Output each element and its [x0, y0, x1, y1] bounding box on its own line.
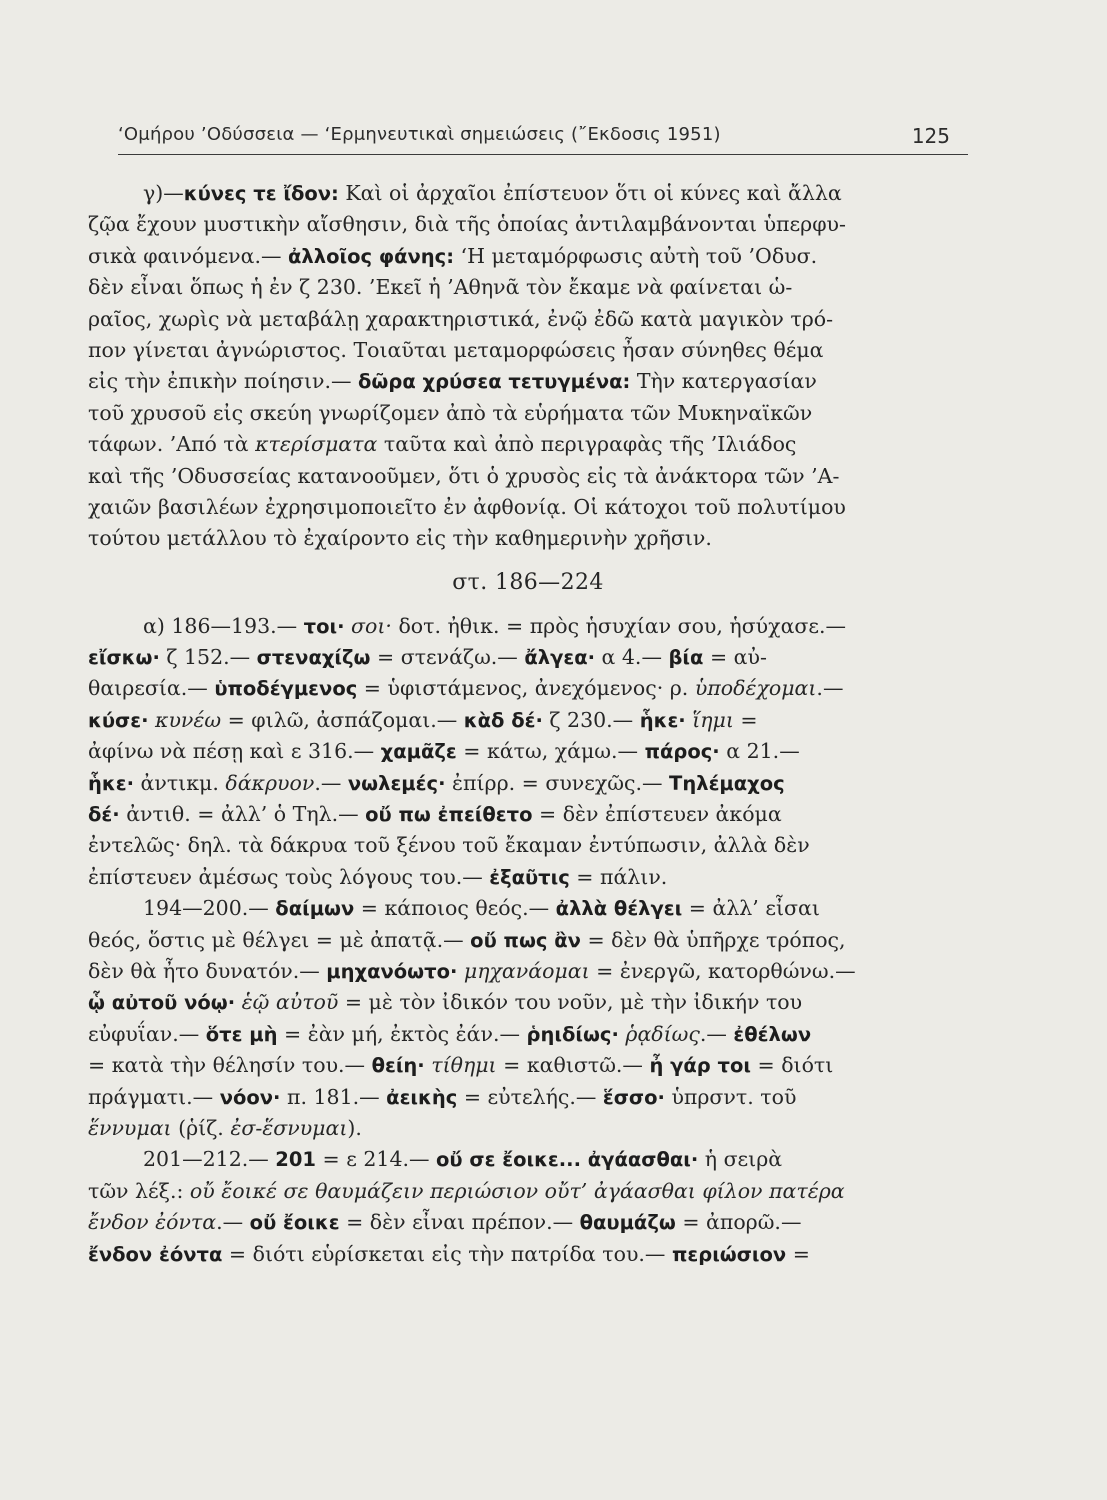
lemma: ἧκε·	[639, 708, 686, 732]
lemma: κὰδ δέ·	[463, 708, 543, 732]
lemma: δῶρα χρύσεα τετυγμένα:	[358, 370, 631, 394]
text-line: εἰς τὴν ἐπικὴν ποίησιν.— δῶρα χρύσεα τετυγμένα: Τὴν κατεργασίαν	[88, 369, 817, 394]
lemma: ὑποδέγμενος	[214, 677, 358, 701]
lemma: Τηλέμαχος	[669, 771, 785, 795]
lemma: θείη·	[371, 1054, 425, 1078]
text-line: ἧκε· ἀντικμ. δάκρυον.— νωλεμές· ἐπίρρ. = συνεχῶς.— Τηλέμαχος	[88, 770, 785, 795]
lemma: ἀεικὴς	[386, 1085, 458, 1109]
lemma: θαυμάζω	[579, 1211, 676, 1235]
text-line: τούτου μετάλλου τὸ ἐχαίροντο εἰς τὴν καθημερινὴν χρῆσιν.	[88, 526, 712, 551]
lemma: κύσε·	[88, 708, 149, 732]
text-line: τάφων. ’Από τὰ κτερίσματα ταῦτα καὶ ἀπὸ περιγραφὰς τῆς ’Ιλιάδος	[88, 432, 797, 457]
lemma: ἦ γάρ τοι	[649, 1054, 751, 1078]
text-line: 201—212.— 201 = ε 214.— οὔ σε ἔοικε... ἀγάασθαι· ἡ σειρὰ	[143, 1147, 783, 1172]
lemma: ὅτε μὴ	[205, 1022, 278, 1046]
lemma: μηχανόωτο·	[326, 959, 458, 983]
text-line: καὶ τῆς ’Οδυσσείας κατανοοῦμεν, ὅτι ὁ χρυσὸς εἰς τὰ ἀνάκτορα τῶν ’Α-	[88, 463, 840, 488]
section-heading: στ. 186—224	[452, 569, 604, 595]
running-head-title: ‘Ομήρου ’Οδύσσεια — ‘Ερμηνευτικαὶ σημειώσεις (῎Εκδοσις 1951)	[118, 124, 721, 145]
text-line: σικὰ φαινόμενα.— ἀλλοῖος φάνης: ‘Η μεταμόρφωσις αὐτὴ τοῦ ’Οδυσ.	[88, 243, 818, 268]
text-line: = κατὰ τὴν θέλησίν του.— θείη· τίθημι = καθιστῶ.— ἦ γάρ τοι = διότι	[88, 1053, 834, 1078]
lemma: οὔ πω ἐπείθετο	[365, 803, 533, 827]
lemma: κύνες τε ἴδον:	[183, 182, 339, 205]
text-line: α) 186—193.— τοι· σοι· δοτ. ἠθικ. = πρὸς ἡσυχίαν σου, ἡσύχασε.—	[143, 613, 847, 638]
lemma: περιώσιον	[671, 1242, 787, 1266]
text-line: εὐφυΐαν.— ὅτε μὴ = ἐὰν μή, ἐκτὸς ἐάν.— ῥηιδίως· ῥᾳδίως.— ἐθέλων	[88, 1021, 812, 1046]
text-line: θαιρεσία.— ὑποδέγμενος = ὑφιστάμενος, ἀνεχόμενος· ρ. ὑποδέχομαι.—	[88, 676, 844, 701]
lemma: βία	[668, 646, 704, 670]
text-line: ᾧ αὐτοῦ νόῳ· ἑῷ αὐτοῦ = μὲ τὸν ἰδικόν του νοῦν, μὲ τὴν ἰδικήν του	[88, 990, 803, 1015]
lemma: ῥηιδίως·	[526, 1022, 619, 1046]
text-line: δὲν εἶναι ὅπως ἡ ἐν ζ 230. ’Εκεῖ ἡ ’Αθηνᾶ τὸν ἔκαμε νὰ φαίνεται ὡ-	[88, 275, 793, 300]
lemma: τοι·	[303, 614, 345, 638]
text-line: εἴσκω· ζ 152.— στεναχίζω = στενάζω.— ἄλγεα· α 4.— βία = αὐ-	[88, 645, 767, 670]
lemma: νωλεμές·	[347, 771, 446, 795]
text-line: ἐπίστευεν ἀμέσως τοὺς λόγους του.— ἐξαῦτις = πάλιν.	[88, 864, 668, 889]
text-line: ἔνδον ἐόντα = διότι εὑρίσκεται εἰς τὴν πατρίδα του.— περιώσιον =	[88, 1241, 810, 1266]
text-line: ἀφίνω νὰ πέσῃ καὶ ε 316.— χαμᾶζε = κάτω, χάμω.— πάρος· α 21.—	[88, 739, 800, 764]
text-line: ζῷα ἔχουν μυστικὴν αἴσθησιν, διὰ τῆς ὁποίας ἀντιλαμβάνονται ὑπερφυ-	[88, 212, 846, 237]
lemma: 201	[275, 1148, 317, 1172]
text-line: τοῦ χρυσοῦ εἰς σκεύη γνωρίζομεν ἀπὸ τὰ εὑρήματα τῶν Μυκηναϊκῶν	[88, 400, 813, 425]
text-line: πράγματι.— νόον· π. 181.— ἀεικὴς = εὐτελής.— ἕσσο· ὑπρσντ. τοῦ	[88, 1084, 797, 1109]
text-line: γ)—κύνες τε ἴδον: Καὶ οἱ ἀρχαῖοι ἐπίστευον ὅτι οἱ κύνες καὶ ἄλλα	[143, 181, 842, 205]
text-line: κύσε· κυνέω = φιλῶ, ἀσπάζομαι.— κὰδ δέ· ζ 230.— ἧκε· ἵημι =	[88, 707, 758, 732]
lemma: ἕσσο·	[602, 1085, 665, 1109]
lemma: εἴσκω·	[88, 646, 160, 670]
lemma: οὔ πως ἂν	[470, 928, 581, 952]
lemma: ᾧ αὐτοῦ νόῳ·	[88, 991, 236, 1015]
lemma: ἐξαῦτις	[489, 865, 570, 889]
text-line: ραῖος, χωρὶς νὰ μεταβάλῃ χαρακτηριστικά, ἐνῷ ἐδῶ κατὰ μαγικὸν τρό-	[88, 306, 834, 331]
text-line: ἔνδον ἐόντα.— οὔ ἔοικε = δὲν εἶναι πρέπον.— θαυμάζω = ἀπορῶ.—	[88, 1210, 802, 1235]
lemma: δέ·	[88, 803, 120, 827]
text-line: θεός, ὅστις μὲ θέλγει = μὲ ἀπατᾷ.— οὔ πως ἂν = δὲν θὰ ὑπῆρχε τρόπος,	[88, 927, 846, 952]
lemma: νόον·	[219, 1085, 281, 1109]
text-line: τῶν λέξ.: οὔ ἔοικέ σε θαυμάζειν περιώσιον οὔτ’ ἀγάασθαι φίλον πατέρα	[88, 1178, 845, 1203]
lemma: ἀλλὰ θέλγει	[555, 897, 683, 921]
lemma: ἐθέλων	[733, 1022, 812, 1046]
text-line: ἕννυμαι (ῥίζ. ἐσ-ἕσνυμαι).	[88, 1115, 362, 1140]
lemma: ἔνδον ἐόντα	[88, 1242, 223, 1266]
lemma: δαίμων	[275, 897, 355, 921]
text-line: δέ· ἀντιθ. = ἀλλ’ ὁ Τηλ.— οὔ πω ἐπείθετο = δὲν ἐπίστευεν ἀκόμα	[88, 802, 782, 827]
lemma: στεναχίζω	[256, 646, 371, 670]
text-line: πον γίνεται ἀγνώριστος. Τοιαῦται μεταμορφώσεις ἦσαν σύνηθες θέμα	[88, 337, 824, 362]
body-text	[88, 178, 968, 1270]
lemma: χαμᾶζε	[380, 740, 457, 764]
text-line: ἐντελῶς· δηλ. τὰ δάκρυα τοῦ ξένου τοῦ ἔκαμαν ἐντύπωσιν, ἀλλὰ δὲν	[88, 833, 810, 858]
lemma: πάρος·	[644, 740, 720, 764]
lemma: οὔ σε ἔοικε... ἀγάασθαι·	[436, 1148, 699, 1172]
text-line: 194—200.— δαίμων = κάποιος θεός.— ἀλλὰ θέλγει = ἀλλ’ εἶσαι	[143, 896, 820, 921]
text-line: δὲν θὰ ἦτο δυνατόν.— μηχανόωτο· μηχανάομαι = ἐνεργῶ, κατορθώνω.—	[88, 958, 856, 983]
lemma: ἀλλοῖος φάνης:	[288, 244, 455, 268]
page-number: 125	[911, 124, 950, 148]
text-line: χαιῶν βασιλέων ἐχρησιμοποιεῖτο ἐν ἀφθονίᾳ. Οἱ κάτοχοι τοῦ πολυτίμου	[88, 494, 846, 519]
lemma: ἄλγεα·	[524, 646, 596, 670]
lemma: οὔ ἔοικε	[249, 1211, 340, 1235]
running-head	[118, 118, 968, 155]
lemma: ἧκε·	[88, 771, 134, 795]
